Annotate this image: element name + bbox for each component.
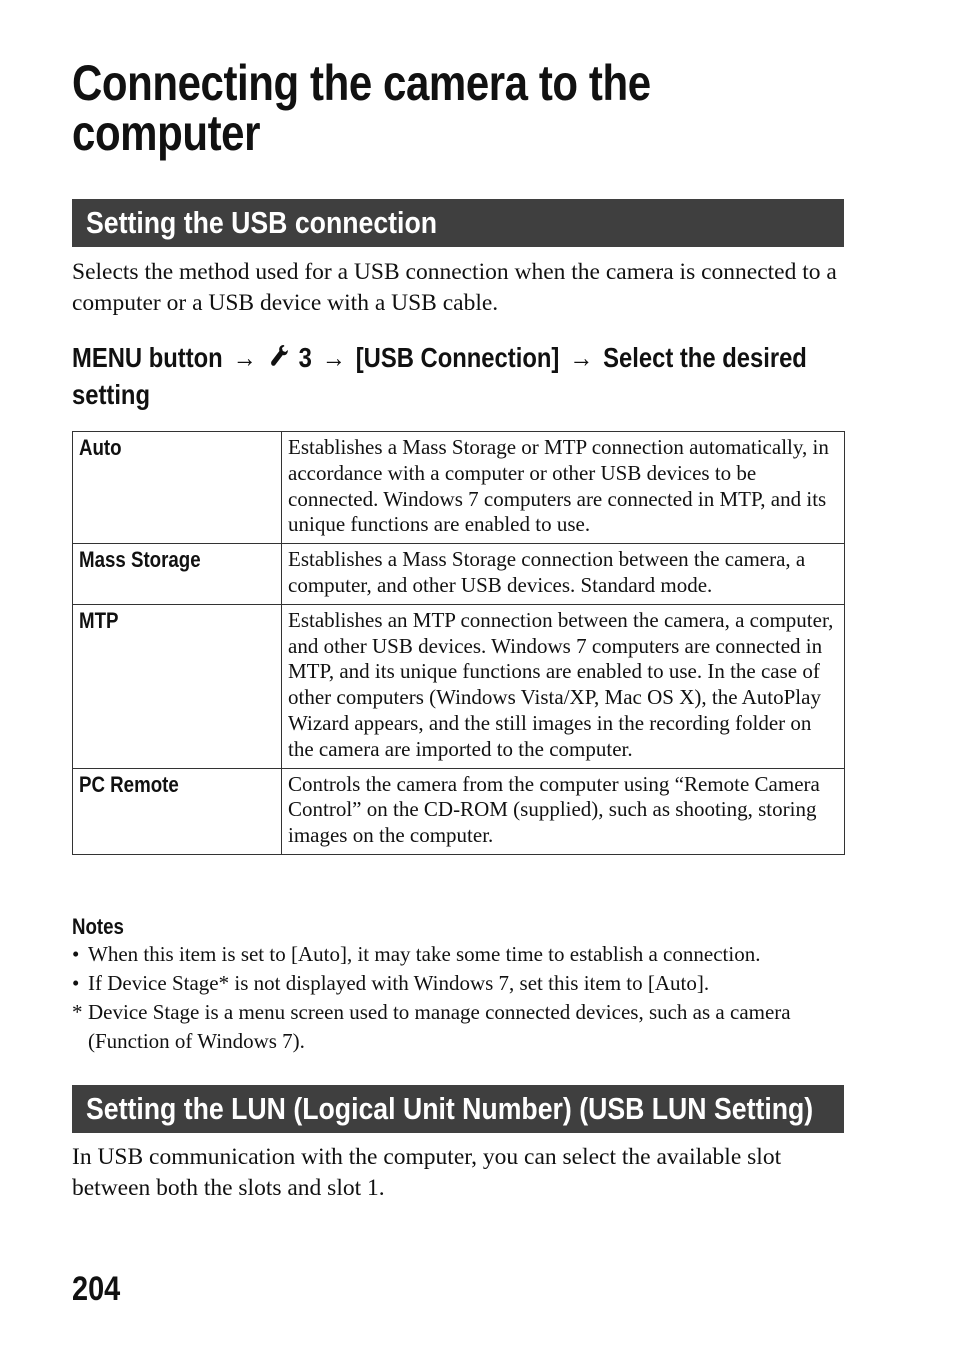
asterisk-mark: * <box>72 1000 83 1024</box>
notes-heading: Notes <box>72 914 124 939</box>
option-label: Mass Storage <box>79 547 201 573</box>
table-row <box>73 432 845 544</box>
note-item <box>72 969 852 998</box>
option-label: Auto <box>79 435 122 460</box>
menu-tab-number: 3 <box>298 342 312 373</box>
option-name <box>73 604 282 768</box>
menu-path <box>72 340 837 412</box>
option-name <box>73 768 282 854</box>
option-description: Establishes an MTP connection between the camera, a computer, and other USB devices. Windows 7 computers are connected in MTP, and its unique functions are enabled to use. In the case of other computers (Windows Vista/XP, Mac OS X), the AutoPlay Wizard appears, and the still images in the recording folder on the camera are imported to the computer. <box>282 604 845 768</box>
bullet-mark: • <box>72 942 80 966</box>
menu-final-step: Select the desired setting <box>72 342 807 410</box>
table-row <box>73 544 845 605</box>
option-label: PC Remote <box>79 771 179 797</box>
section-heading-usb-lun-setting <box>72 1085 844 1133</box>
option-name <box>73 432 282 544</box>
usb-lun-intro: In USB communication with the computer, you can select the available slot between both the slots and slot 1. <box>72 1144 782 1201</box>
option-description: Controls the camera from the computer using “Remote Camera Control” on the CD-ROM (supplied), such as shooting, storing images on the computer. <box>282 768 845 854</box>
menu-button-label: MENU button <box>72 342 223 373</box>
note-item <box>72 940 852 969</box>
menu-item-usb-connection: [USB Connection] <box>355 342 560 373</box>
section-heading-text: Setting the USB connection <box>86 205 438 240</box>
usb-connection-settings-table <box>72 431 845 855</box>
notes-list <box>72 940 852 1056</box>
bullet-mark: • <box>72 971 80 995</box>
table-row <box>73 604 845 768</box>
section-heading-usb-connection <box>72 199 844 247</box>
table-row <box>73 768 845 854</box>
note-item <box>72 998 852 1056</box>
wrench-icon <box>269 342 289 377</box>
option-description: Establishes a Mass Storage connection between the camera, a computer, and other USB devices. Standard mode. <box>282 544 845 605</box>
usb-connection-intro: Selects the method used for a USB connection when the camera is connected to a computer or a USB device with a USB cable. <box>72 259 837 316</box>
note-text: Device Stage is a menu screen used to manage connected devices, such as a camera (Function of Windows 7). <box>88 1000 791 1053</box>
arrow-icon: → <box>321 342 346 373</box>
arrow-icon: → <box>232 342 257 373</box>
arrow-icon: → <box>569 342 594 373</box>
option-description: Establishes a Mass Storage or MTP connection automatically, in accordance with a computer or other USB devices to be connected. Windows 7 computers are connected in MTP, and its unique functions are enabled to use. <box>282 432 845 544</box>
note-text: When this item is set to [Auto], it may take some time to establish a connection. <box>88 942 761 966</box>
note-text: If Device Stage* is not displayed with Windows 7, set this item to [Auto]. <box>88 971 710 995</box>
option-name <box>73 544 282 605</box>
page-title: Connecting the camera to the computer <box>72 55 651 161</box>
section-heading-text: Setting the LUN (Logical Unit Number) (USB LUN Setting) <box>86 1091 814 1126</box>
option-label: MTP <box>79 607 119 633</box>
page-number: 204 <box>72 1270 121 1308</box>
